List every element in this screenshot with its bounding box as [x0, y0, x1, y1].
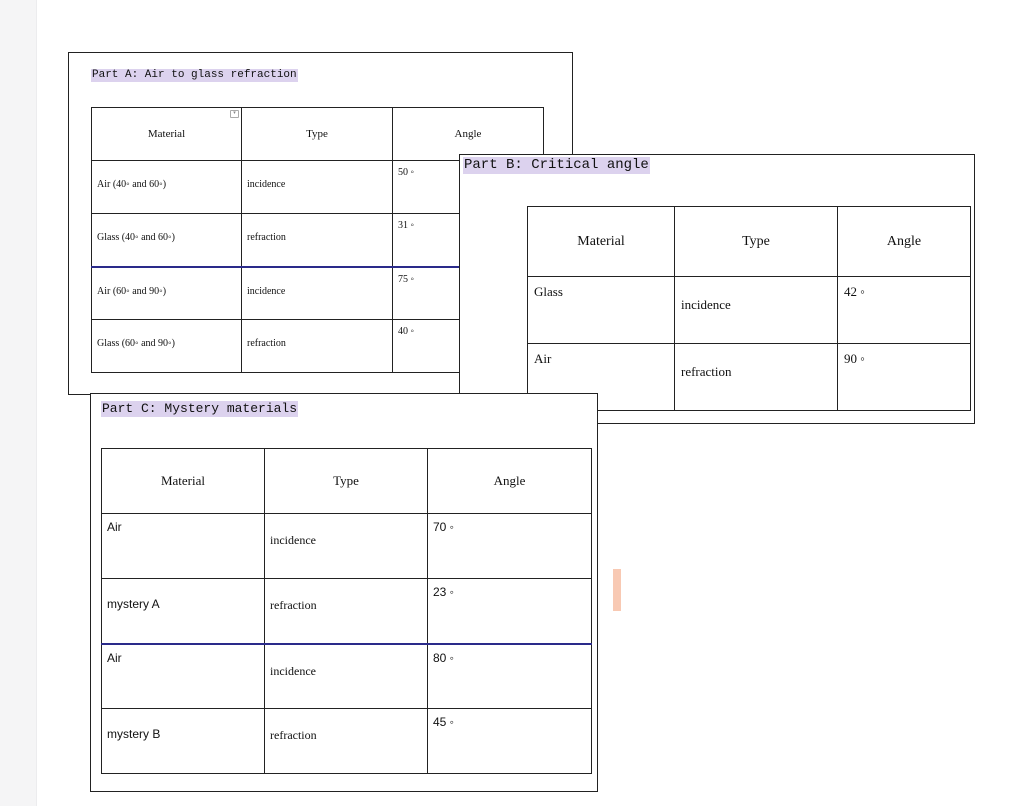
type-cell	[675, 277, 838, 344]
type-cell	[242, 267, 393, 320]
angle-value: 70 ◦	[433, 520, 454, 534]
angle-value: 45 ◦	[433, 715, 454, 729]
type-value: incidence	[270, 663, 316, 678]
type-cell	[242, 161, 393, 214]
material-value: Air	[107, 650, 122, 665]
angle-cell	[428, 514, 592, 579]
angle-value: 90 ◦	[844, 351, 865, 366]
header-material: Material	[528, 207, 675, 277]
text-cursor-highlight	[613, 569, 621, 611]
material-value: Air (60◦ and 90◦)	[97, 285, 167, 297]
material-value: Glass (40◦ and 60◦)	[97, 232, 175, 243]
part-c-table	[101, 448, 592, 774]
header-material	[92, 108, 242, 161]
header-angle: Angle	[838, 207, 971, 277]
material-cell	[92, 214, 242, 267]
angle-cell	[428, 709, 592, 774]
part-c-title: Part C: Mystery materials	[102, 401, 298, 416]
angle-cell	[428, 579, 592, 644]
material-value: Air (40◦ and 60◦)	[97, 179, 167, 190]
type-cell	[265, 644, 428, 709]
angle-value: 80 ◦	[433, 650, 454, 665]
header-type: Type	[265, 449, 428, 514]
header-angle: Angle	[393, 108, 544, 161]
type-value: refraction	[247, 338, 286, 349]
part-b-title: Part B: Critical angle	[464, 157, 649, 173]
type-cell	[265, 579, 428, 644]
header-angle: Angle	[428, 449, 592, 514]
material-cell	[528, 277, 675, 344]
angle-value: 75 ◦	[398, 273, 415, 285]
header-material: Material	[102, 449, 265, 514]
angle-cell	[428, 644, 592, 709]
type-value: incidence	[270, 533, 316, 547]
angle-value: 40 ◦	[398, 326, 415, 337]
type-value: incidence	[247, 285, 286, 297]
table-header-row	[92, 108, 544, 161]
material-value: Glass (60◦ and 90◦)	[97, 338, 175, 349]
left-gutter	[0, 0, 37, 806]
material-cell	[102, 644, 265, 709]
part-b-card[interactable]	[459, 154, 975, 424]
type-value: refraction	[681, 364, 732, 379]
filter-dropdown-icon[interactable]: ▾	[230, 110, 239, 118]
type-cell	[265, 514, 428, 579]
material-cell	[102, 579, 265, 644]
angle-value: 42 ◦	[844, 284, 865, 299]
part-b-table	[527, 206, 971, 411]
material-cell	[92, 267, 242, 320]
table-row	[102, 514, 592, 579]
material-value: Glass	[534, 284, 563, 299]
angle-value: 31 ◦	[398, 220, 415, 231]
header-type: Type	[242, 108, 393, 161]
material-cell	[102, 514, 265, 579]
angle-value: 50 ◦	[398, 167, 415, 178]
type-cell	[242, 214, 393, 267]
angle-value: 23 ◦	[433, 585, 454, 599]
material-value: Air	[534, 351, 552, 366]
table-row	[102, 644, 592, 709]
material-cell	[92, 320, 242, 373]
material-value: Air	[107, 520, 122, 534]
part-a-title: Part A: Air to glass refraction	[92, 69, 297, 81]
type-cell	[675, 344, 838, 411]
type-value: refraction	[270, 728, 317, 742]
material-value: mystery B	[107, 727, 161, 741]
header-type: Type	[675, 207, 838, 277]
type-value: incidence	[247, 179, 286, 190]
material-cell	[92, 161, 242, 214]
table-header-row	[102, 449, 592, 514]
type-cell	[265, 709, 428, 774]
part-c-card[interactable]	[90, 393, 598, 792]
type-value: refraction	[247, 232, 286, 243]
material-value: mystery A	[107, 597, 160, 611]
type-value: incidence	[681, 297, 731, 312]
material-cell	[102, 709, 265, 774]
table-header-row	[528, 207, 971, 277]
type-cell	[242, 320, 393, 373]
angle-cell	[838, 344, 971, 411]
type-value: refraction	[270, 598, 317, 612]
angle-cell	[838, 277, 971, 344]
table-row	[528, 277, 971, 344]
header-label: Material	[147, 128, 186, 140]
table-row	[102, 709, 592, 774]
table-row	[102, 579, 592, 644]
